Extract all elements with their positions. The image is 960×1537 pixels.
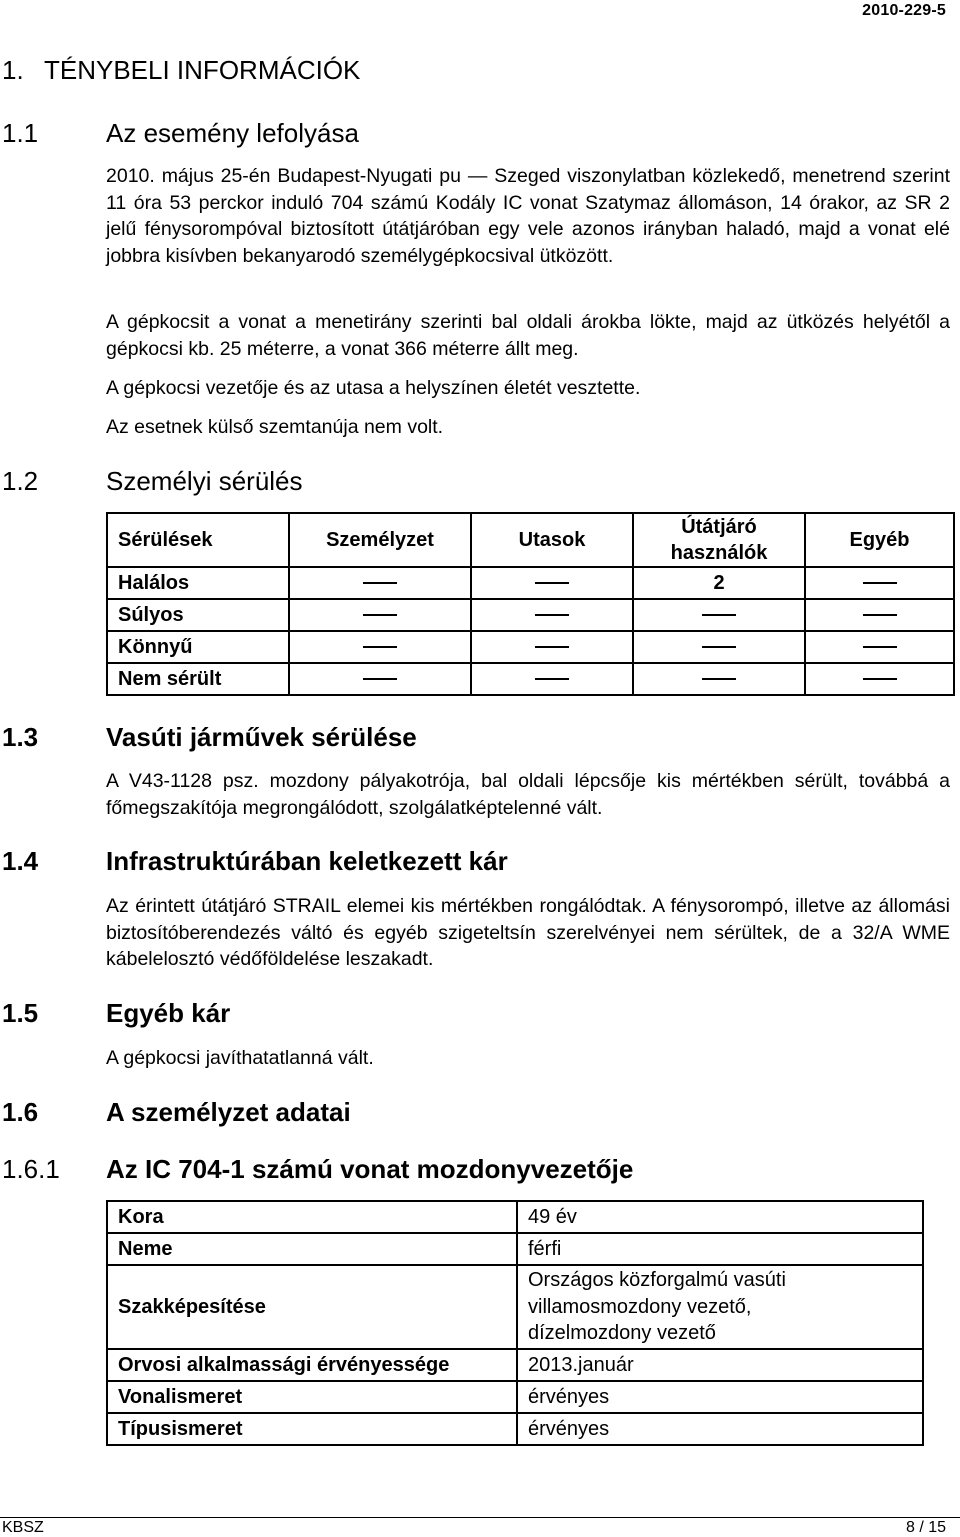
cell-dash: [471, 631, 633, 663]
header-cell: Személyzet: [289, 513, 471, 567]
cell-dash: [805, 567, 954, 599]
section-heading-1: [2, 55, 360, 86]
header-cell: Utasok: [471, 513, 633, 567]
cell-dash: [471, 567, 633, 599]
section-heading-1-5: [2, 998, 230, 1029]
row-key: Szakképesítése: [107, 1265, 517, 1349]
table-row: [107, 1381, 923, 1413]
section-heading-1-6: [2, 1097, 351, 1128]
injury-table: [106, 512, 955, 696]
section-number: 1.6.1: [2, 1154, 60, 1184]
document-id: 2010-229-5: [862, 2, 946, 19]
table-row: [107, 631, 954, 663]
paragraph-fatalities: A gépkocsi vezetője és az utasa a helyszínen életét vesztette.: [106, 377, 641, 399]
qualification-text: Országos közforgalmú vasúti villamosmozdony vezető, dízelmozdony vezető: [528, 1269, 786, 1345]
row-label: Könnyű: [107, 631, 289, 663]
cell-dash: [289, 663, 471, 695]
cell-dash: [633, 599, 805, 631]
cell-dash: [633, 663, 805, 695]
cell-dash: [805, 631, 954, 663]
table-row: [107, 1413, 923, 1445]
footer-page-number: 8 / 15: [905, 1519, 946, 1536]
table-row: [107, 1233, 923, 1265]
row-label: Nem sérült: [107, 663, 289, 695]
section-number: 1.: [2, 55, 24, 85]
cell-dash: [805, 663, 954, 695]
row-value: 49 év: [517, 1201, 923, 1233]
section-heading-1-2: [2, 466, 303, 497]
table-row: [107, 1265, 923, 1349]
table-row: [107, 1201, 923, 1233]
row-key: Vonalismeret: [107, 1381, 517, 1413]
section-number: 1.5: [2, 998, 39, 1028]
row-value: 2013.január: [517, 1349, 923, 1381]
section-number: 1.4: [2, 846, 39, 876]
section-title: A személyzet adatai: [106, 1097, 351, 1127]
row-key: Orvosi alkalmassági érvényessége: [107, 1349, 517, 1381]
section-title: Vasúti járművek sérülése: [106, 722, 417, 752]
section-heading-1-3: [2, 722, 417, 753]
table-row: [107, 663, 954, 695]
paragraph-other-damage: A gépkocsi javíthatatlanná vált.: [106, 1047, 374, 1069]
header-cell: [633, 513, 805, 567]
cell-dash: [805, 599, 954, 631]
cell-dash: [471, 663, 633, 695]
section-title: Az IC 704-1 számú vonat mozdonyvezetője: [106, 1154, 634, 1184]
table-row: [107, 1349, 923, 1381]
header-cell: Egyéb: [805, 513, 954, 567]
section-number: 1.1: [2, 118, 39, 148]
cell-value: 2: [633, 567, 805, 599]
header-cell: Sérülések: [107, 513, 289, 567]
row-key: Típusismeret: [107, 1413, 517, 1445]
row-value: [517, 1265, 923, 1349]
paragraph-event-description: 2010. május 25-én Budapest-Nyugati pu — Szeged viszonylatban közlekedő, menetrend szerint 11 óra 53 perckor induló 704 számú Kodály IC vonat Szatymaz állomáson, 14 órakor, az SR 2 jelű fénysorompóval biztosított útátjáróban egy vele azonos irányban haladó, majd a vonat elé jobbra kisívben bekanyarodó személygépkocsival ütközött.: [106, 165, 950, 267]
row-key: Kora: [107, 1201, 517, 1233]
row-label: Halálos: [107, 567, 289, 599]
section-heading-1-1: [2, 118, 359, 149]
paragraph-vehicle-damage: A V43-1128 psz. mozdony pályakotrója, bal oldali lépcsője kis mértékben sérült, továbbá a főmegszakítója megrongálódott, szolgálatképtelenné vált.: [106, 770, 950, 819]
cell-dash: [471, 599, 633, 631]
table-header-row: [107, 513, 954, 567]
paragraph-witness: Az esetnek külső szemtanúja nem volt.: [106, 416, 444, 438]
section-heading-1-6-1: [2, 1154, 633, 1185]
header-crossing-users: Útátjáró használók: [670, 516, 768, 564]
driver-data-table: [106, 1200, 924, 1446]
paragraph-infrastructure-damage: Az érintett útátjáró STRAIL elemei kis mértékben rongálódtak. A fénysorompó, illetve az állomási biztosítóberendezés váltó és egyéb szigeteltsín szerelvényei nem sérültek, de a 32/A WME kábelelosztó védőföldelése leszakadt.: [106, 895, 950, 970]
section-number: 1.6: [2, 1097, 39, 1127]
row-value: érvényes: [517, 1381, 923, 1413]
section-number: 1.2: [2, 466, 39, 496]
section-title: Infrastruktúrában keletkezett kár: [106, 846, 508, 876]
footer-divider: [0, 1517, 960, 1518]
section-number: 1.3: [2, 722, 39, 752]
cell-dash: [289, 631, 471, 663]
row-key: Neme: [107, 1233, 517, 1265]
cell-dash: [289, 567, 471, 599]
section-title: Személyi sérülés: [106, 466, 303, 496]
table-row: [107, 567, 954, 599]
row-value: férfi: [517, 1233, 923, 1265]
row-label: Súlyos: [107, 599, 289, 631]
cell-dash: [289, 599, 471, 631]
section-title: TÉNYBELI INFORMÁCIÓK: [44, 55, 361, 85]
section-title: Az esemény lefolyása: [106, 118, 359, 148]
row-value: érvényes: [517, 1413, 923, 1445]
section-title: Egyéb kár: [106, 998, 231, 1028]
paragraph-car-position: A gépkocsit a vonat a menetirány szerinti bal oldali árokba lökte, majd az ütközés helyétől a gépkocsi kb. 25 méterre, a vonat 366 méterre állt meg.: [106, 311, 950, 360]
footer-org: KBSZ: [2, 1519, 44, 1536]
table-row: [107, 599, 954, 631]
section-heading-1-4: [2, 846, 508, 877]
cell-dash: [633, 631, 805, 663]
